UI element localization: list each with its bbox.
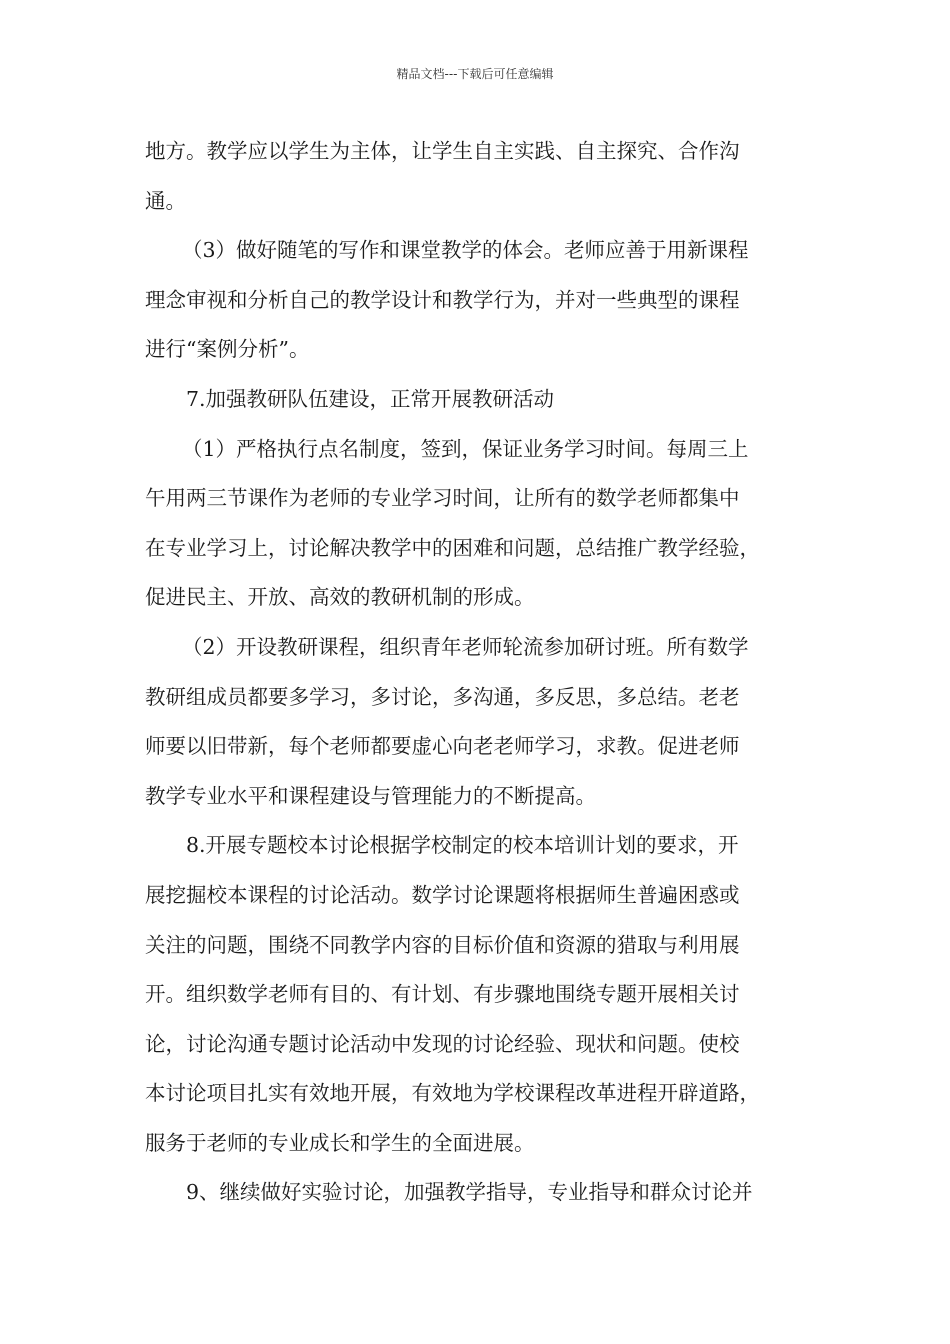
text-line: （3）做好随笔的写作和课堂教学的体会。老师应善于用新课程 xyxy=(182,238,749,263)
text-line: （1）严格执行点名制度，签到，保证业务学习时间。每周三上 xyxy=(182,436,749,461)
text-line: 本讨论项目扎实有效地开展，有效地为学校课程改革进程开辟道路， xyxy=(145,1081,760,1106)
text-line: 师要以旧带新，每个老师都要虚心向老老师学习，求教。促进老师 xyxy=(145,734,740,759)
text-line: 教研组成员都要多学习，多讨论，多沟通，多反思，多总结。老老 xyxy=(145,684,740,709)
document-body xyxy=(145,127,810,1218)
text-line: 关注的问题，围绕不同教学内容的目标价值和资源的猎取与利用展 xyxy=(145,932,740,957)
text-line: 通。 xyxy=(145,188,186,213)
text-line: 教学专业水平和课程建设与管理能力的不断提高。 xyxy=(145,783,596,808)
text-line: 服务于老师的专业成长和学生的全面进展。 xyxy=(145,1130,535,1155)
text-line: 地方。教学应以学生为主体，让学生自主实践、自主探究、合作沟 xyxy=(145,139,740,163)
page-header: 精品文档---下载后可任意编辑 xyxy=(396,67,554,81)
text-line: 展挖掘校本课程的讨论活动。数学讨论课题将根据师生普遍困惑或 xyxy=(145,882,740,907)
text-line: 进行“案例分析”。 xyxy=(145,337,310,362)
text-line: 论，讨论沟通专题讨论活动中发现的讨论经验、现状和问题。使校 xyxy=(145,1031,740,1056)
section-heading: 7.加强教研队伍建设，正常开展教研活动 xyxy=(186,386,555,411)
text-line: （2）开设教研课程，组织青年老师轮流参加研讨班。所有数学 xyxy=(182,634,749,659)
text-line: 在专业学习上，讨论解决教学中的困难和问题，总结推广教学经验， xyxy=(145,535,760,560)
section-heading: 8.开展专题校本讨论根据学校制定的校本培训计划的要求，开 xyxy=(186,833,739,858)
text-line: 理念审视和分析自己的教学设计和教学行为，并对一些典型的课程 xyxy=(145,287,740,312)
text-line: 午用两三节课作为老师的专业学习时间，让所有的数学老师都集中 xyxy=(145,486,740,511)
text-line: 促进民主、开放、高效的教研机制的形成。 xyxy=(145,585,535,610)
text-line: 开。组织数学老师有目的、有计划、有步骤地围绕专题开展相关讨 xyxy=(145,982,740,1007)
section-heading: 9、继续做好实验讨论，加强教学指导，专业指导和群众讨论并 xyxy=(186,1180,753,1205)
